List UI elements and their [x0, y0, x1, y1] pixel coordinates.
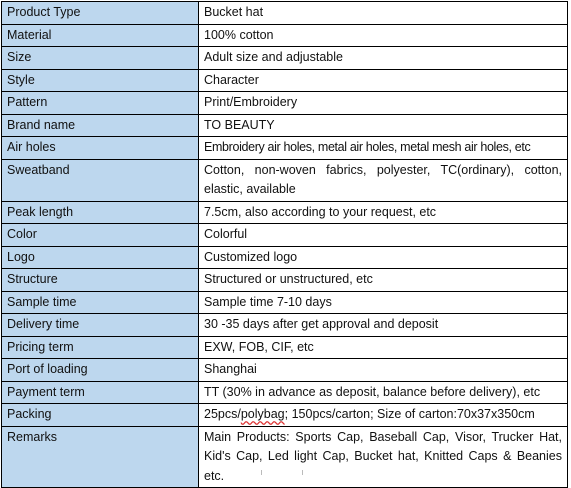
spec-label: Pattern	[2, 92, 199, 115]
spec-row-payment-term	[2, 381, 568, 404]
spec-label: Size	[2, 47, 199, 70]
spec-value: Adult size and adjustable	[199, 47, 568, 70]
spec-label: Remarks	[2, 426, 199, 488]
spec-row-air-holes	[2, 137, 568, 160]
spec-label: Payment term	[2, 381, 199, 404]
spec-value: 30 -35 days after get approval and deposit	[199, 314, 568, 337]
spec-value: Colorful	[199, 224, 568, 247]
spec-value: 7.5cm, also according to your request, etc	[199, 201, 568, 224]
packing-text-start: 25pcs/	[204, 407, 241, 421]
spec-value: Customized logo	[199, 246, 568, 269]
spec-label: Delivery time	[2, 314, 199, 337]
spec-row-delivery-time	[2, 314, 568, 337]
spec-value: EXW, FOB, CIF, etc	[199, 336, 568, 359]
spec-value: Structured or unstructured, etc	[199, 269, 568, 292]
spec-value: Character	[199, 69, 568, 92]
spec-label: Material	[2, 24, 199, 47]
spec-value: Cotton, non-woven fabrics, polyester, TC(ordinary), cotton, elastic, available	[199, 159, 568, 201]
spec-label: Structure	[2, 269, 199, 292]
spec-label: Style	[2, 69, 199, 92]
spec-label: Logo	[2, 246, 199, 269]
spec-value: Print/Embroidery	[199, 92, 568, 115]
spec-row-pricing-term	[2, 336, 568, 359]
spec-label: Brand name	[2, 114, 199, 137]
spec-value: Shanghai	[199, 359, 568, 382]
product-spec-table	[1, 1, 568, 488]
spec-value	[199, 404, 568, 427]
spec-value: Sample time 7-10 days	[199, 291, 568, 314]
spec-row-sweatband	[2, 159, 568, 201]
spec-row-remarks	[2, 426, 568, 488]
spec-label: Air holes	[2, 137, 199, 160]
spec-row-style	[2, 69, 568, 92]
spec-label: Pricing term	[2, 336, 199, 359]
spec-row-port-of-loading	[2, 359, 568, 382]
spec-row-pattern	[2, 92, 568, 115]
spellcheck-word: polybag	[240, 407, 285, 421]
spec-value: Embroidery air holes, metal air holes, metal mesh air holes, etc	[199, 137, 568, 160]
spec-value: TO BEAUTY	[199, 114, 568, 137]
spec-label: Sweatband	[2, 159, 199, 201]
spec-row-size	[2, 47, 568, 70]
spec-row-sample-time	[2, 291, 568, 314]
spec-row-structure	[2, 269, 568, 292]
spec-row-packing	[2, 404, 568, 427]
spec-row-peak-length	[2, 201, 568, 224]
packing-text-end: ; 150pcs/carton; Size of carton:70x37x350cm	[284, 407, 535, 421]
spec-value: TT (30% in advance as deposit, balance before delivery), etc	[199, 381, 568, 404]
spec-value: Bucket hat	[199, 2, 568, 25]
spec-label: Color	[2, 224, 199, 247]
spec-label: Sample time	[2, 291, 199, 314]
spec-value: 100% cotton	[199, 24, 568, 47]
spec-label: Packing	[2, 404, 199, 427]
spec-row-material	[2, 24, 568, 47]
spec-label: Peak length	[2, 201, 199, 224]
spec-row-product-type	[2, 2, 568, 25]
spec-value: Main Products: Sports Cap, Baseball Cap, Visor, Trucker Hat, Kid's Cap, Led light Cap, Bucket hat, Knitted Caps & Beanies etc.	[199, 426, 568, 488]
spec-row-color	[2, 224, 568, 247]
spec-row-logo	[2, 246, 568, 269]
spec-label: Port of loading	[2, 359, 199, 382]
spec-label: Product Type	[2, 2, 199, 25]
spec-row-brand-name	[2, 114, 568, 137]
page-footer-marker	[261, 470, 303, 475]
